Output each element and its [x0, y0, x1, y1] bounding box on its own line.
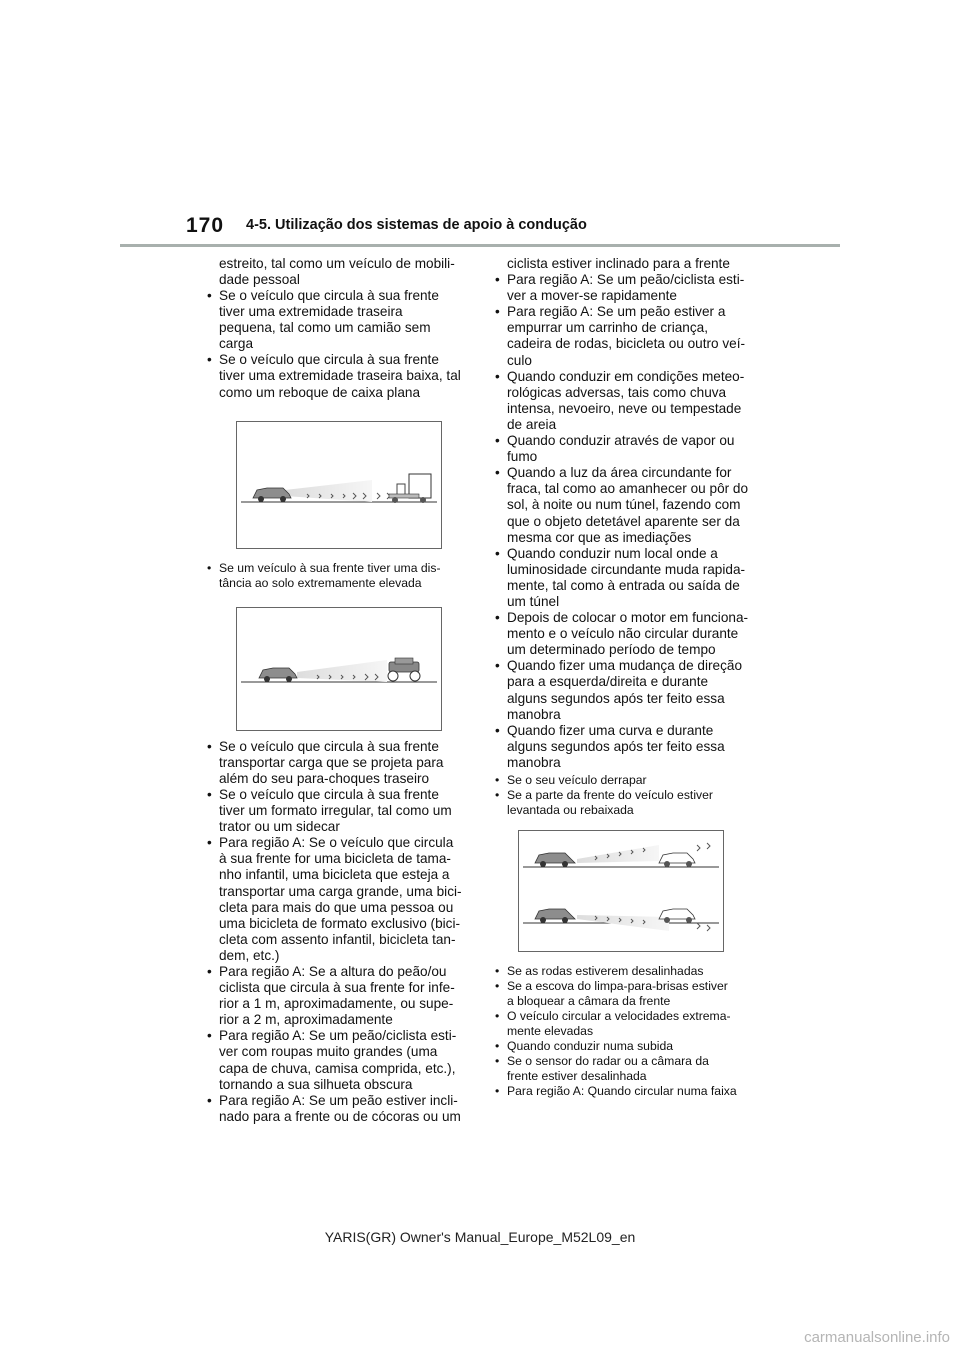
text-line: • Se o sensor do radar ou a câmara da — [492, 1054, 756, 1069]
right-column — [492, 256, 756, 1099]
text-line: sol, à noite ou num túnel, fazendo com — [507, 497, 741, 513]
text-line: • Se as rodas estiverem desalinhadas — [492, 964, 756, 979]
bullet-item — [492, 658, 756, 722]
text-line: trator ou um sidecar — [219, 819, 340, 835]
bullet-item — [492, 1009, 756, 1039]
text-line: manobra — [507, 754, 561, 770]
bullet-item — [204, 1093, 462, 1125]
text-line: intensa, nevoeiro, neve ou tempestade — [507, 400, 742, 416]
text-line: ver a mover-se rapidamente — [507, 288, 677, 304]
text-line: culo — [507, 352, 532, 368]
text-line: • Para região A: Se um peão/ciclista esti- — [204, 1028, 462, 1044]
text-line: mento e o veículo não circular durante — [507, 626, 739, 642]
text-line: dem, etc.) — [219, 947, 280, 963]
text-line: a bloquear a câmara da frente — [507, 994, 671, 1008]
text-line: • Se a escova do limpa-para-brisas estiver — [492, 979, 756, 994]
bullet-item — [204, 1028, 462, 1092]
text-line: cleta com assento infantil, bicicleta tan- — [219, 931, 456, 947]
watermark: carmanualsonline.info — [804, 1329, 950, 1346]
text-line: tância ao solo extremamente elevada — [219, 575, 422, 590]
text-line: mente elevadas — [507, 1024, 594, 1038]
text-block — [204, 256, 462, 288]
text-line: • O veículo circular a velocidades extrema- — [492, 1009, 756, 1024]
text-line: frente estiver desalinhada — [507, 1069, 647, 1083]
text-line: • Quando conduzir num local onde a — [492, 546, 756, 562]
text-line: mesma cor que as imediações — [507, 529, 692, 545]
text-line: além do seu para-choques traseiro — [219, 770, 430, 786]
illustration-high-vehicle — [236, 607, 442, 731]
text-line: • Quando conduzir em condições meteo- — [492, 369, 756, 385]
illustration-pitch — [518, 830, 724, 952]
text-line: um determinado período de tempo — [507, 642, 716, 658]
text-line: mente, tal como à entrada ou saída de — [507, 577, 740, 593]
text-line: transportar carga que se projeta para — [219, 754, 444, 770]
text-line: alguns segundos após ter feito essa — [507, 690, 725, 706]
text-line: • Quando fizer uma curva e durante — [492, 723, 756, 739]
text-line: cleta para mais do que uma pessoa ou — [219, 899, 454, 915]
text-line: rológicas adversas, tais como chuva — [507, 384, 727, 400]
text-line: • Se o veículo que circula à sua frente — [204, 352, 462, 368]
text-line: nado para a frente ou de cócoras ou um — [219, 1108, 461, 1124]
text-line: que o objeto detetável aparente ser da — [507, 513, 740, 529]
text-line: nho infantil, uma bicicleta que esteja a — [219, 867, 450, 883]
text-line: para a esquerda/direita e durante — [507, 674, 709, 690]
header-divider — [120, 244, 840, 247]
page-number: 170 — [186, 214, 225, 237]
high-vehicle-scene-illustration — [237, 608, 441, 730]
text-line: uma bicicleta de formato exclusivo (bici- — [219, 915, 461, 931]
bullet-item — [492, 979, 756, 1009]
text-line: tiver uma extremidade traseira baixa, tal — [219, 368, 461, 384]
text-line: carga — [219, 336, 254, 352]
text-line: levantada ou rebaixada — [507, 803, 634, 817]
bullet-item — [204, 352, 462, 400]
section-title: 4-5. Utilização dos sistemas de apoio à condução — [246, 217, 587, 233]
text-line: rior a 2 m, aproximadamente — [219, 1012, 393, 1028]
text-line: • Para região A: Se o veículo que circula — [204, 835, 462, 851]
text-line: • Quando conduzir numa subida — [492, 1039, 756, 1054]
bullet-item — [492, 610, 756, 658]
bullet-item — [492, 964, 756, 979]
text-line: • Para região A: Se um peão estiver incli- — [204, 1093, 462, 1109]
text-line: estreito, tal como um veículo de mobili- — [219, 256, 455, 271]
text-line: cadeira de rodas, bicicleta ou outro veí- — [507, 336, 746, 352]
bullet-item — [204, 561, 462, 591]
bullet-item — [492, 304, 756, 368]
text-line: empurrar um carrinho de criança, — [507, 320, 708, 336]
bullet-item — [492, 272, 756, 304]
text-line: • Se o veículo que circula à sua frente — [204, 288, 462, 304]
bullet-item — [492, 1054, 756, 1084]
text-line: capa de chuva, camisa comprida, etc.), — [219, 1060, 456, 1076]
bullet-item — [492, 433, 756, 465]
text-line: luminosidade circundante muda rapida- — [507, 561, 746, 577]
footer-manual-id: YARIS(GR) Owner's Manual_Europe_M52L09_en — [324, 1229, 636, 1245]
text-line: fumo — [507, 449, 538, 465]
bullet-item — [492, 1039, 756, 1054]
text-line: ciclista que circula à sua frente for infe- — [219, 980, 455, 996]
text-line: transportar uma carga grande, uma bici- — [219, 883, 462, 899]
bullet-item — [204, 964, 462, 1028]
text-line: • Se o veículo que circula à sua frente — [204, 739, 462, 755]
text-line: • Depois de colocar o motor em funciona- — [492, 610, 756, 626]
text-line: manobra — [507, 706, 561, 722]
text-line: tiver uma extremidade traseira — [219, 304, 403, 320]
bullet-item — [204, 787, 462, 835]
text-line: • Se um veículo à sua frente tiver uma dis- — [204, 561, 462, 576]
illustration-truck — [236, 421, 442, 549]
text-line: • Se o seu veículo derrapar — [492, 773, 756, 788]
bullet-item — [204, 739, 462, 787]
text-line: pequena, tal como um camião sem — [219, 320, 431, 336]
bullet-item — [492, 723, 756, 771]
bullet-item — [492, 1084, 756, 1099]
bullet-item — [204, 288, 462, 352]
bullet-item — [492, 773, 756, 788]
bullet-item — [492, 788, 756, 818]
bullet-item — [492, 546, 756, 610]
text-line: • Se o veículo que circula à sua frente — [204, 787, 462, 803]
bullet-item — [492, 465, 756, 545]
text-line: um túnel — [507, 593, 560, 609]
text-line: • Para região A: Se um peão estiver a — [492, 304, 756, 320]
text-line: • Para região A: Quando circular numa faixa — [492, 1084, 756, 1099]
bullet-item — [204, 835, 462, 964]
bullet-item — [492, 369, 756, 433]
truck-scene-illustration — [237, 422, 441, 548]
text-line: fraca, tal como ao amanhecer ou pôr do — [507, 481, 749, 497]
text-line: como um reboque de caixa plana — [219, 384, 421, 400]
pitch-scene-illustration — [519, 831, 723, 951]
text-line: ciclista estiver inclinado para a frente — [507, 256, 730, 271]
text-line: dade pessoal — [219, 272, 300, 288]
text-line: • Para região A: Se a altura do peão/ou — [204, 964, 462, 980]
text-line: de areia — [507, 416, 557, 432]
text-line: rior a 1 m, aproximadamente, ou supe- — [219, 996, 454, 1012]
text-line: tiver um formato irregular, tal como um — [219, 803, 452, 819]
text-line: • Se a parte da frente do veículo estiver — [492, 788, 756, 803]
text-line: • Para região A: Se um peão/ciclista esti- — [492, 272, 756, 288]
text-line: alguns segundos após ter feito essa — [507, 738, 725, 754]
text-line: ver com roupas muito grandes (uma — [219, 1044, 438, 1060]
text-line: tornando a sua silhueta obscura — [219, 1076, 413, 1092]
left-column — [204, 256, 462, 1125]
text-line: • Quando fizer uma mudança de direção — [492, 658, 756, 674]
text-line: • Quando conduzir através de vapor ou — [492, 433, 756, 449]
text-line: à sua frente for uma bicicleta de tama- — [219, 851, 451, 867]
text-line: • Quando a luz da área circundante for — [492, 465, 756, 481]
